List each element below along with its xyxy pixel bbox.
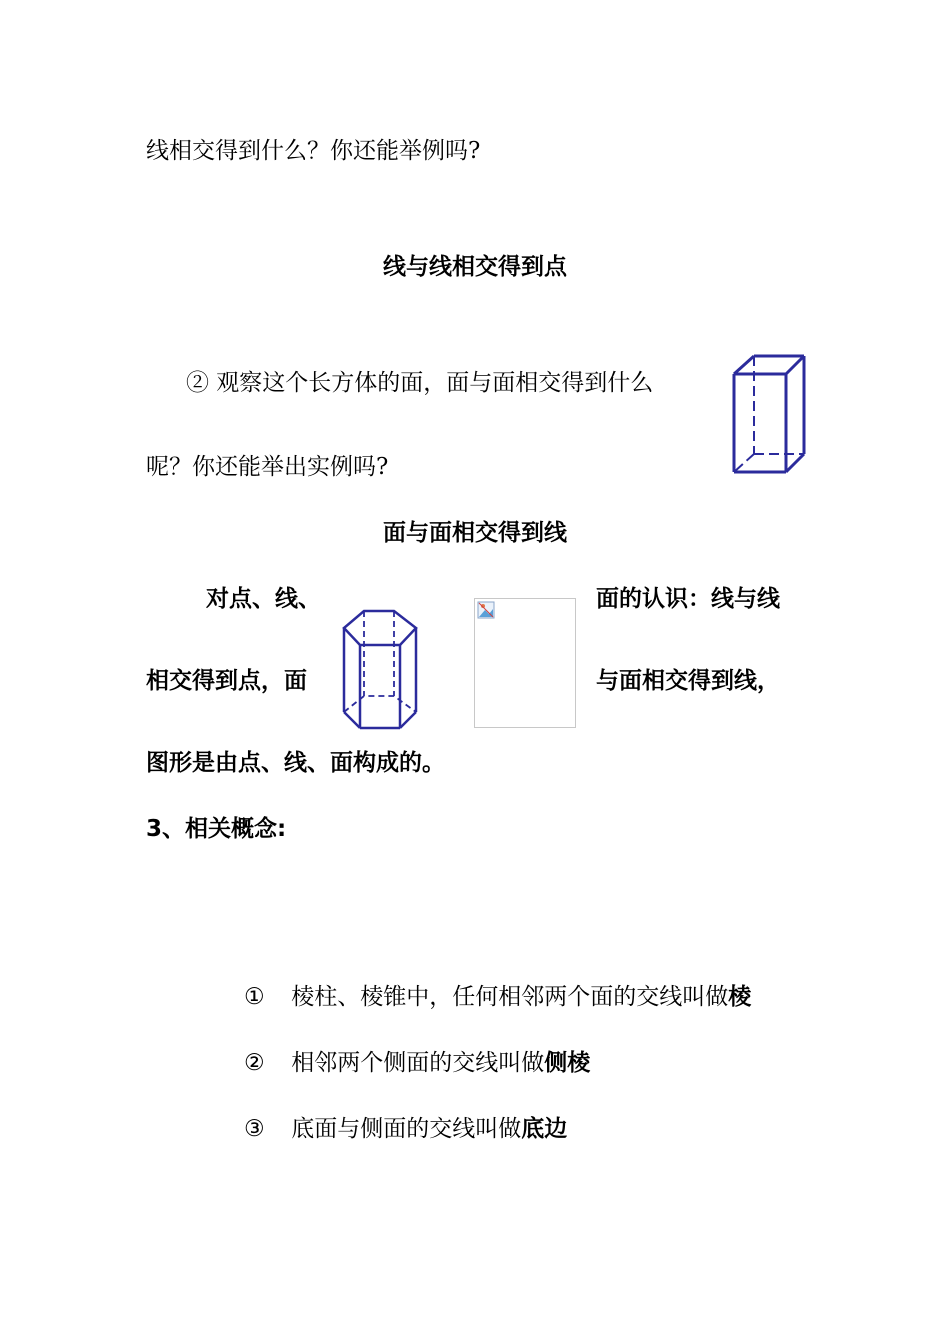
hexagonal-prism-figure — [340, 608, 422, 736]
concept-text: 底面与侧面的交线叫做 — [291, 1116, 522, 1142]
summary-line-3: 图形是由点、线、面构成的。 — [146, 750, 445, 776]
broken-image-placeholder — [474, 598, 576, 728]
concept-text: 相邻两个侧面的交线叫做 — [291, 1050, 545, 1076]
concept-term: 棱 — [728, 984, 752, 1010]
summary-line-2-right: 与面相交得到线， — [596, 668, 780, 694]
heading-line-intersect: 线与线相交得到点 — [383, 254, 567, 280]
text-line-3: 呢？你还能举出实例吗? — [146, 454, 389, 480]
heading-face-intersect: 面与面相交得到线 — [383, 520, 567, 546]
concept-text: 棱柱、棱锥中，任何相邻两个面的交线叫做 — [291, 984, 729, 1010]
section-3-heading: 3、相关概念: — [146, 816, 287, 842]
summary-line-2-left: 相交得到点，面 — [146, 668, 307, 694]
concept-number: ③ — [244, 1116, 265, 1142]
text-line-1: 线相交得到什么？你还能举例吗? — [146, 138, 481, 164]
concept-term: 侧棱 — [544, 1050, 591, 1076]
concept-item-2 — [244, 1048, 590, 1078]
concept-item-1 — [244, 982, 751, 1012]
summary-line-1-left: 对点、线、 — [206, 586, 321, 612]
cuboid-figure — [728, 354, 808, 474]
concept-item-3 — [244, 1114, 567, 1144]
concept-term: 底边 — [521, 1116, 568, 1142]
text-line-2: ② 观察这个长方体的面，面与面相交得到什么 — [186, 370, 654, 396]
concept-number: ① — [244, 984, 265, 1010]
summary-line-1-right: 面的认识：线与线 — [596, 586, 780, 612]
concept-number: ② — [244, 1050, 265, 1076]
broken-image-icon — [477, 601, 495, 619]
